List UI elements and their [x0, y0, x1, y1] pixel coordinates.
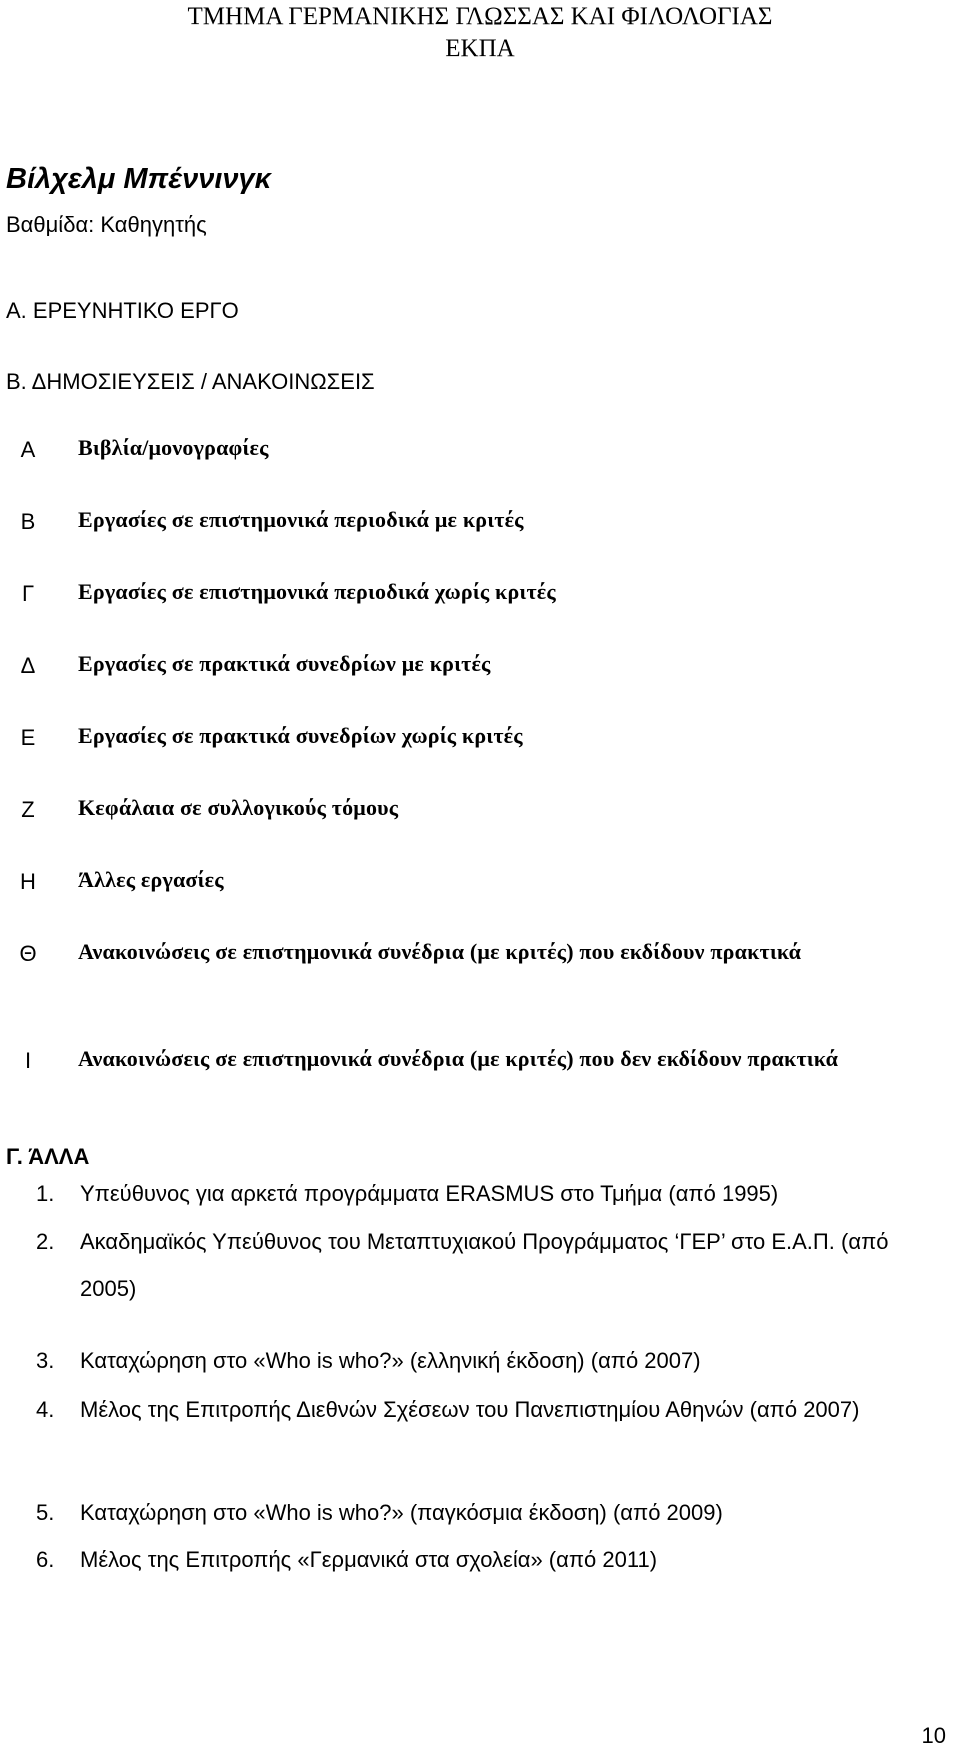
list-item-text: Μέλος της Επιτροπής Διεθνών Σχέσεων του Πανεπιστημίου Αθηνών (από 2007) [80, 1397, 860, 1422]
category-letter: Β [20, 509, 36, 534]
category-letter: Α [20, 437, 36, 462]
list-item-text: Καταχώρηση στο «Who is who?» (παγκόσμια έκδοση) (από 2009) [80, 1500, 723, 1525]
category-letter: Γ [21, 581, 35, 606]
list-item-number: 4. [36, 1397, 55, 1422]
category-text: Εργασίες σε πρακτικά συνεδρίων χωρίς κριτές [78, 723, 523, 748]
list-item-text: Καταχώρηση στο «Who is who?» (ελληνική έκδοση) (από 2007) [80, 1348, 701, 1373]
category-letter: Η [20, 869, 36, 894]
category-letter: Ι [24, 1048, 32, 1073]
category-letter: Θ [19, 941, 37, 966]
person-name: Βίλχελμ Μπέννινγκ [6, 163, 272, 195]
category-text: Εργασίες σε επιστημονικά περιοδικά με κριτές [78, 507, 524, 532]
university-abbrev: ΕΚΠΑ [445, 35, 515, 62]
list-item-text: Υπεύθυνος για αρκετά προγράμματα ERASMUS στο Τμήμα (από 1995) [80, 1181, 779, 1206]
category-text: Ανακοινώσεις σε επιστημονικά συνέδρια (με κριτές) που εκδίδουν πρακτικά [78, 939, 802, 964]
category-text: Εργασίες σε πρακτικά συνεδρίων με κριτές [78, 651, 491, 676]
category-text: Κεφάλαια σε συλλογικούς τόμους [78, 795, 399, 820]
page-number: 10 [921, 1723, 946, 1748]
list-item-number: 2. [36, 1229, 55, 1254]
list-item-number: 1. [36, 1181, 55, 1206]
section-b-title: Β. ΔΗΜΟΣΙΕΥΣΕΙΣ / ΑΝΑΚΟΙΝΩΣΕΙΣ [6, 369, 375, 394]
list-item-number: 5. [36, 1500, 55, 1525]
list-item-text: Ακαδημαϊκός Υπεύθυνος του Μεταπτυχιακού Προγράμματος ‘ΓΕΡ’ στο Ε.Α.Π. (από 2005) [80, 1229, 889, 1301]
category-letter: Ζ [21, 797, 35, 822]
category-text: Άλλες εργασίες [78, 867, 224, 892]
department-title: ΤΜΗΜΑ ΓΕΡΜΑΝΙΚΗΣ ΓΛΩΣΣΑΣ ΚΑΙ ΦΙΛΟΛΟΓΙΑΣ [187, 3, 773, 30]
section-a-title: Α. ΕΡΕΥΝΗΤΙΚΟ ΕΡΓΟ [6, 298, 239, 323]
list-item-number: 6. [36, 1547, 55, 1572]
category-text: Εργασίες σε επιστημονικά περιοδικά χωρίς κριτές [78, 579, 556, 604]
category-text: Ανακοινώσεις σε επιστημονικά συνέδρια (με κριτές) που δεν εκδίδουν πρακτικά [78, 1046, 839, 1071]
list-item-text: Μέλος της Επιτροπής «Γερμανικά στα σχολεία» (από 2011) [80, 1547, 658, 1572]
list-item-number: 3. [36, 1348, 55, 1373]
category-letter: Ε [20, 725, 36, 750]
category-letter: Δ [20, 653, 36, 678]
document-header [0, 0, 960, 65]
category-text: Βιβλία/μονογραφίες [78, 435, 269, 460]
section-c-title: Γ. ΆΛΛΑ [6, 1144, 90, 1169]
person-rank: Βαθμίδα: Καθηγητής [6, 212, 207, 237]
